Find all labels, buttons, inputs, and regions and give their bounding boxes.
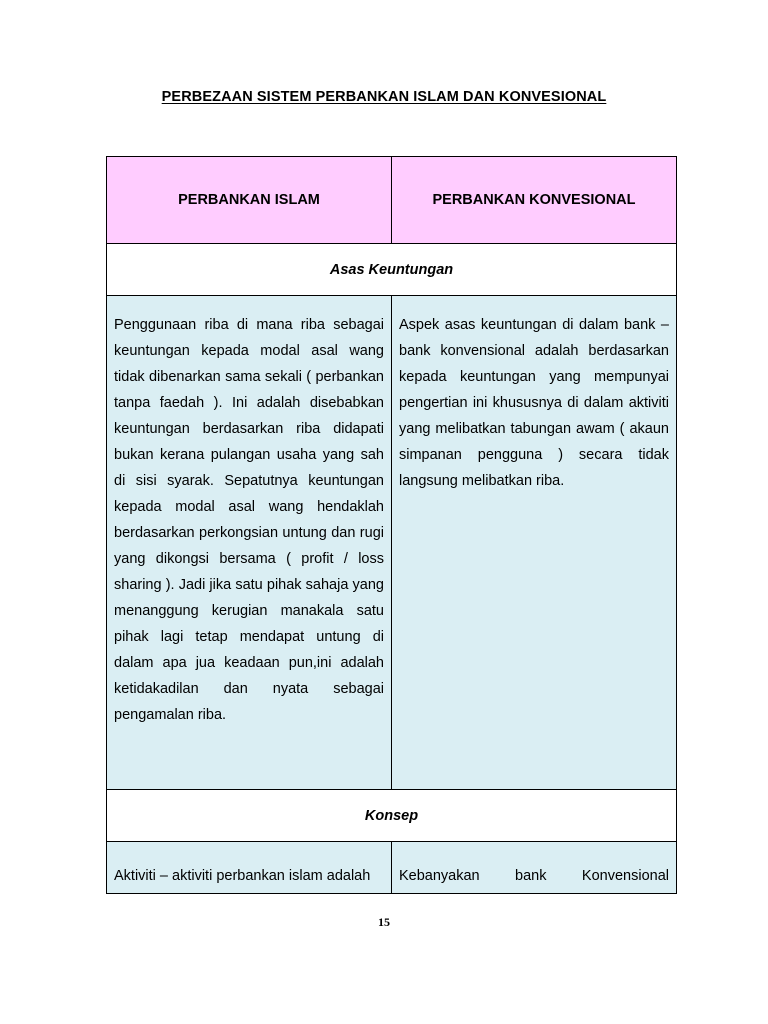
- header-islamic-banking: PERBANKAN ISLAM: [107, 157, 392, 244]
- conventional-profit-basis-cell: [392, 296, 677, 790]
- header-conventional-banking: PERBANKAN KONVESIONAL: [392, 157, 677, 244]
- islamic-profit-basis-text: Penggunaan riba di mana riba sebagai keuntungan kepada modal asal wang tidak dibenarkan sama sekali ( perbankan tanpa faedah ). Ini adalah disebabkan keuntungan berdasarkan riba didapati bukan kerana pulangan usaha yang sah di sisi syarak. Sepatutnya keuntungan kepada modal asal wang hendaklah berdasarkan perkongsian untung dan rugi yang dikongsi bersama ( profit / loss sharing ). Jadi jika satu pihak sahaja yang menanggung kerugian manakala satu pihak lagi tetap mendapat untung di dalam apa jua keadaan pun,ini adalah ketidakadilan dan nyata sebagai pengamalan riba.: [114, 317, 384, 723]
- conventional-profit-basis-text: Aspek asas keuntungan di dalam bank – bank konvensional adalah berdasarkan kepada keuntungan yang mempunyai pengertian ini khususnya di dalam aktiviti yang melibatkan tabungan awam ( akaun simpanan pengguna ) secara tidak langsung melibatkan riba.: [399, 317, 669, 489]
- concept-word: Konvensional: [581, 868, 669, 884]
- section-heading-profit-basis: Asas Keuntungan: [107, 244, 677, 296]
- section-heading-row: [107, 790, 677, 842]
- page-number: 15: [378, 915, 390, 929]
- comparison-table: [106, 156, 677, 894]
- islamic-profit-basis-cell: [107, 296, 392, 790]
- table-row: [107, 296, 677, 790]
- section-heading-concept: Konsep: [107, 790, 677, 842]
- document-title: PERBEZAAN SISTEM PERBANKAN ISLAM DAN KONVESIONAL: [161, 89, 607, 105]
- islamic-concept-cell: [107, 842, 392, 894]
- conventional-concept-text: [392, 842, 676, 889]
- section-heading-row: [107, 244, 677, 296]
- conventional-concept-cell: [392, 842, 677, 894]
- concept-word: bank: [515, 868, 547, 884]
- concept-word: Kebanyakan: [399, 868, 480, 884]
- header-row: [107, 157, 677, 244]
- islamic-concept-text: Aktiviti – aktiviti perbankan islam adalah: [114, 868, 371, 884]
- table-row: [107, 842, 677, 894]
